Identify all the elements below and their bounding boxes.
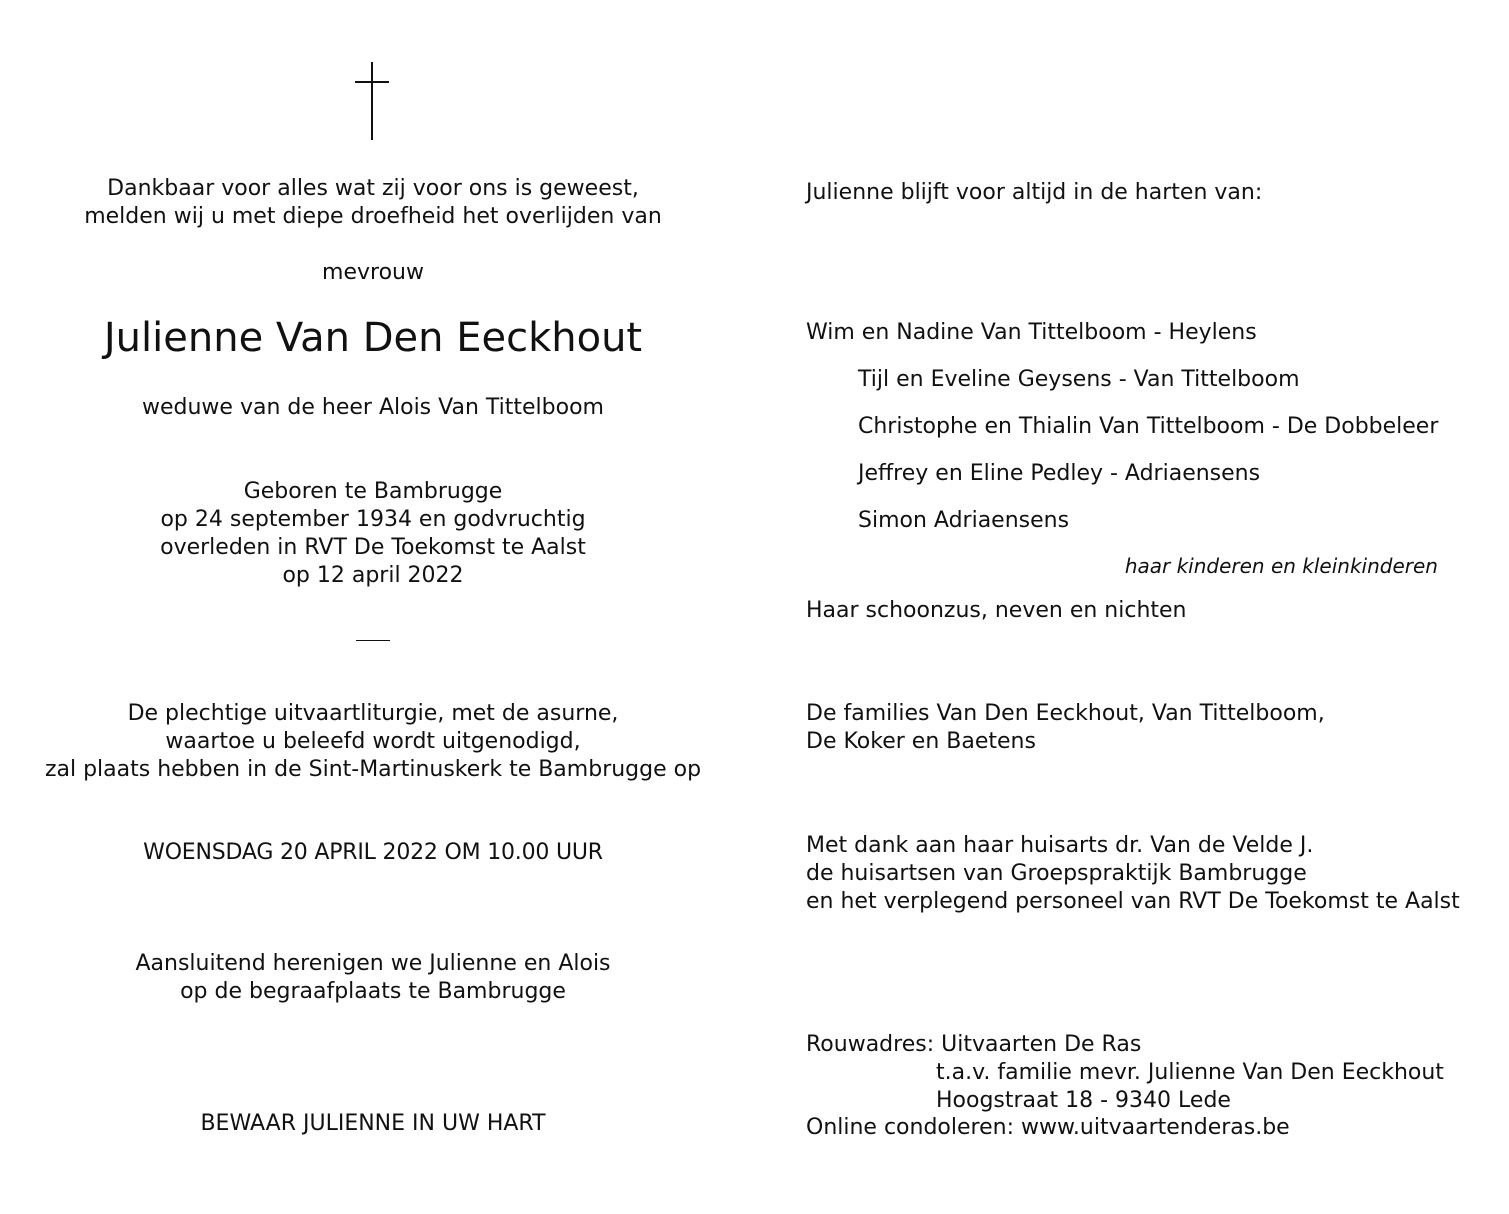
grandchild-line-3: Jeffrey en Eline Pedley - Adriaensens (858, 461, 1261, 486)
intro-line-1: Dankbaar voor alles wat zij voor ons is geweest, (107, 176, 639, 201)
ceremony-line-3: zal plaats hebben in de Sint-Martinuskerk te Bambrugge op (44, 757, 702, 782)
birth-line-2: op 24 september 1934 en godvruchtig (160, 507, 586, 532)
grandchild-line-2: Christophe en Thialin Van Tittelboom - De Dobbeleer (858, 414, 1439, 439)
inlaws-line: Haar schoonzus, neven en nichten (806, 598, 1187, 623)
burial-line-1: Aansluitend herenigen we Julienne en Alois (135, 951, 611, 976)
birth-line-1: Geboren te Bambrugge (243, 479, 503, 504)
address-label: Rouwadres: Uitvaarten De Ras (806, 1032, 1142, 1057)
widow-line: weduwe van de heer Alois Van Tittelboom (142, 395, 604, 420)
online-condolence-link[interactable]: Online condoleren: www.uitvaartenderas.be (806, 1115, 1290, 1140)
ceremony-date: WOENSDAG 20 APRIL 2022 OM 10.00 UUR (143, 840, 603, 865)
children-caption: haar kinderen en kleinkinderen (1124, 554, 1438, 578)
burial-line-2: op de begraafplaats te Bambrugge (180, 979, 566, 1004)
address-line-3: Hoogstraat 18 - 9340 Lede (936, 1088, 1231, 1113)
grandchild-line-1: Tijl en Eveline Geysens - Van Tittelboom (858, 367, 1300, 392)
thanks-line-2: de huisartsen van Groepspraktijk Bambrugge (806, 861, 1307, 886)
closing-line: BEWAAR JULIENNE IN UW HART (200, 1111, 546, 1136)
cross-icon (355, 62, 389, 140)
deceased-name: Julienne Van Den Eeckhout (103, 315, 643, 361)
family-head: Wim en Nadine Van Tittelboom - Heylens (806, 320, 1257, 345)
title-mevrouw: mevrouw (322, 260, 424, 285)
separator-line (356, 640, 390, 641)
grandchild-line-4: Simon Adriaensens (858, 508, 1070, 533)
birth-line-3: overleden in RVT De Toekomst te Aalst (160, 535, 586, 560)
birth-line-4: op 12 april 2022 (282, 563, 464, 588)
address-line-2: t.a.v. familie mevr. Julienne Van Den Eeckhout (936, 1060, 1444, 1085)
intro-line-2: melden wij u met diepe droefheid het overlijden van (84, 204, 662, 229)
thanks-line-1: Met dank aan haar huisarts dr. Van de Velde J. (806, 833, 1314, 858)
families-line-1: De families Van Den Eeckhout, Van Tittelboom, (806, 701, 1325, 726)
remembrance-heading: Julienne blijft voor altijd in de harten van: (806, 180, 1263, 205)
families-line-2: De Koker en Baetens (806, 729, 1036, 754)
ceremony-line-1: De plechtige uitvaartliturgie, met de asurne, (127, 701, 619, 726)
ceremony-line-2: waartoe u beleefd wordt uitgenodigd, (165, 729, 581, 754)
thanks-line-3: en het verplegend personeel van RVT De Toekomst te Aalst (806, 889, 1460, 914)
